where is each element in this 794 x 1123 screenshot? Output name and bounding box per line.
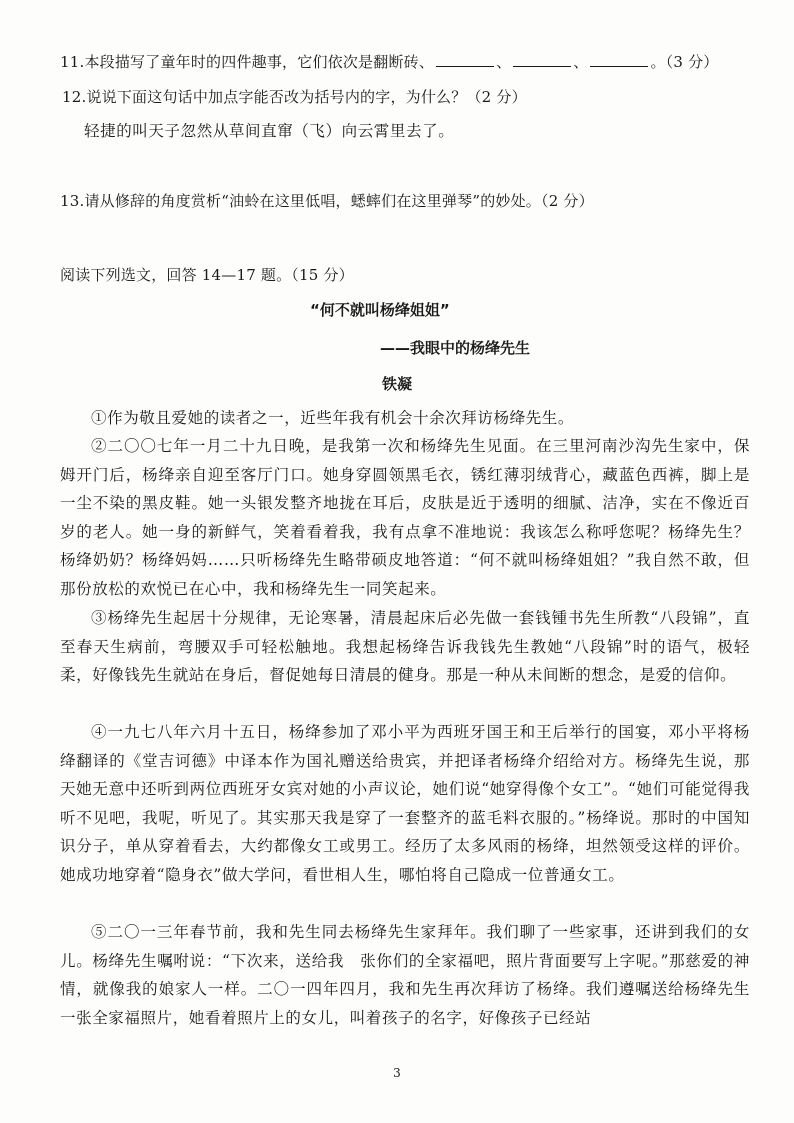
reading-instruction xyxy=(60,265,754,285)
page-number: 3 xyxy=(393,1066,401,1080)
article-title: “何不就叫杨绛姐姐” xyxy=(310,301,450,319)
answer-blank-2[interactable] xyxy=(513,52,571,67)
question-11-text: 11.本段描写了童年时的四件趣事，它们依次是翻断砖、 xyxy=(60,53,435,71)
paragraph-1: ①作为敬且爱她的读者之一，近些年我有机会十余次拜访杨绛先生。 xyxy=(91,409,575,427)
paragraph-4: ④一九七八年六月十五日，杨绛参加了邓小平为西班牙国王和王后举行的国宴，邓小平将杨绛翻译的《堂吉诃德》中译本作为国礼赠送给贵宾，并把译者杨绛介绍给对方。杨绛先生说，那天她无意中还听到两位西班牙女宾对她的小声议论，她们说“她穿得像个女工”。“她们可能觉得我听不见吧，我呢，听见了。其实那天我是穿了一套整齐的蓝毛料衣服的。”杨绛说。那时的中国知识分子，单从穿着看去，大约都像女工或男工。经历了太多风雨的杨绛，坦然领受这样的评价。她成功地穿着“隐身衣”做大学问，看世相人生，哪怕将自己隐成一位普通女工。 xyxy=(60,723,750,884)
question-11 xyxy=(60,52,754,72)
question-11-points: 。（3 分） xyxy=(650,53,719,71)
article-subtitle: ——我眼中的杨绛先生 xyxy=(380,339,531,357)
blank-separator: 、 xyxy=(496,53,512,71)
answer-blank-3[interactable] xyxy=(590,52,648,67)
blank-separator: 、 xyxy=(573,53,589,71)
paragraph-3: ③杨绛先生起居十分规律，无论寒暑，清晨起床后必先做一套钱锺书先生所教“八段锦”，直至春天生病前，弯腰双手可轻松触地。我想起杨绛告诉我钱先生教她“八段锦”时的语气，极轻柔，好像钱先生就站在身后，督促她每日清晨的健身。那是一种从未间断的想念，是爱的信仰。 xyxy=(60,609,750,685)
question-13-text: 13.请从修辞的角度赏析“油蛉在这里低唱，蟋蟀们在这里弹琴”的妙处。（2 分） xyxy=(60,192,594,210)
paragraph-2: ②二〇〇七年一月二十九日晚，是我第一次和杨绛先生见面。在三里河南沙沟先生家中，保姆开门后，杨绛亲自迎至客厅门口。她身穿圆领黑毛衣，锈红薄羽绒背心，藏蓝色西裤，脚上是一尘不染的黑皮鞋。她一头银发整齐地拢在耳后，皮肤是近于透明的细腻、洁净，实在不像近百岁的老人。她一身的新鲜气，笑着看着我，我有点拿不准地说：我该怎么称呼您呢？杨绛先生？杨绛奶奶？杨绛妈妈……只听杨绛先生略带硕皮地答道：“何不就叫杨绛姐姐？”我自然不敢，但那份放松的欢悦已在心中，我和杨绛先生一同笑起来。 xyxy=(60,437,750,598)
paragraph-5: ⑤二〇一三年春节前，我和先生同去杨绛先生家拜年。我们聊了一些家事，还讲到我们的女儿。杨绛先生嘱咐说：“下次来，送给我 张你们的全家福吧，照片背面要写上字呢。”那慈爱的神情，就像我的娘家人一样。二〇一四年四月，我和先生再次拜访了杨绛。我们遵嘱送给杨绛先生一张全家福照片，她看着照片上的女儿，叫着孩子的名字，好像孩子已经站 xyxy=(60,923,750,1027)
question-12 xyxy=(62,87,754,107)
article-author: 铁凝 xyxy=(382,375,413,393)
quote-text: 轻捷的叫天子忽然从草间直窜（飞）向云霄里去了。 xyxy=(84,122,455,140)
question-12-text: 12.说说下面这句话中加点字能否改为括号内的字，为什么？（2 分） xyxy=(62,88,527,106)
reading-instruction-text: 阅读下列选文，回答 14—17 题。（15 分） xyxy=(60,266,354,284)
answer-blank-1[interactable] xyxy=(436,52,494,67)
question-12-quote xyxy=(84,121,754,141)
question-13 xyxy=(60,191,754,211)
